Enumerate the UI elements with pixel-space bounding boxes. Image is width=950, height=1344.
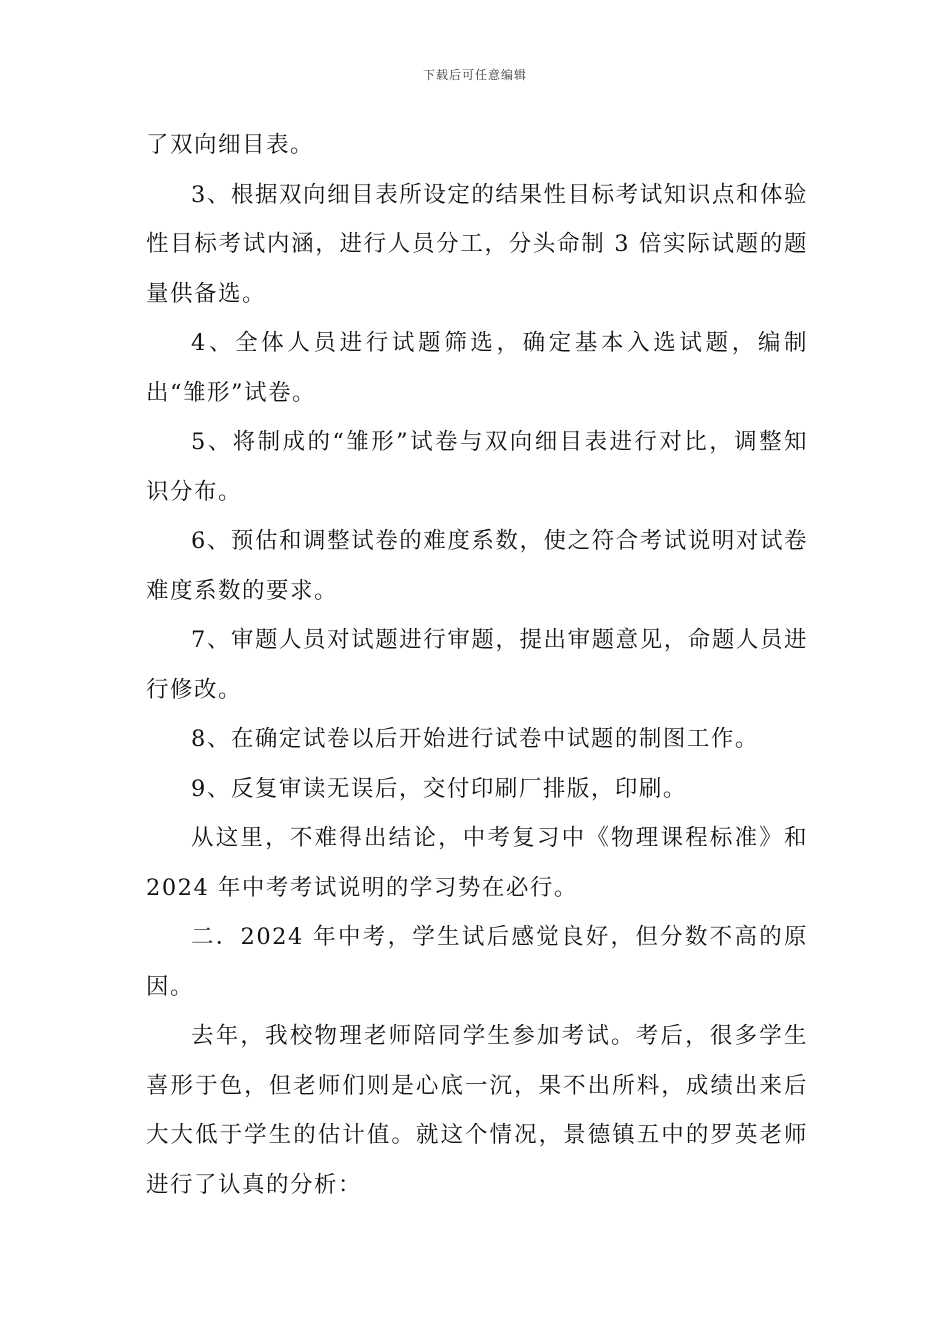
paragraph-step-4: 4、全体人员进行试题筛选，确定基本入选试题，编制出“雏形”试卷。 (146, 330, 808, 406)
paragraph-step-5: 5、将制成的“雏形”试卷与双向细目表进行对比，调整知识分布。 (146, 429, 808, 505)
paragraph-step-9: 9、反复审读无误后，交付印刷厂排版，印刷。 (191, 775, 687, 802)
paragraph-step-7: 7、审题人员对试题进行审题，提出审题意见，命题人员进行修改。 (146, 627, 808, 703)
paragraph-step-6: 6、预估和调整试卷的难度系数，使之符合考试说明对试卷难度系数的要求。 (146, 528, 808, 604)
body-text (146, 121, 808, 1210)
paragraph-conclusion: 从这里，不难得出结论，中考复习中《物理课程标准》和 2024 年中考考试说明的学习势在必行。 (146, 825, 808, 901)
section-heading-2: 二．2024 年中考，学生试后感觉良好，但分数不高的原因。 (146, 924, 808, 1000)
paragraph-step-8: 8、在确定试卷以后开始进行试卷中试题的制图工作。 (191, 726, 759, 752)
paragraph-step-3: 3、根据双向细目表所设定的结果性目标考试知识点和体验性目标考试内涵，进行人员分工，分头命制 3 倍实际试题的题量供备选。 (146, 181, 808, 307)
paragraph-last-year: 去年，我校物理老师陪同学生参加考试。考后，很多学生喜形于色，但老师们则是心底一沉，果不出所料，成绩出来后大大低于学生的估计值。就这个情况，景德镇五中的罗英老师进行了认真的分析： (146, 1023, 808, 1198)
paragraph-continuation: 了双向细目表。 (146, 132, 315, 158)
header-note: 下载后可任意编辑 (422, 68, 527, 82)
